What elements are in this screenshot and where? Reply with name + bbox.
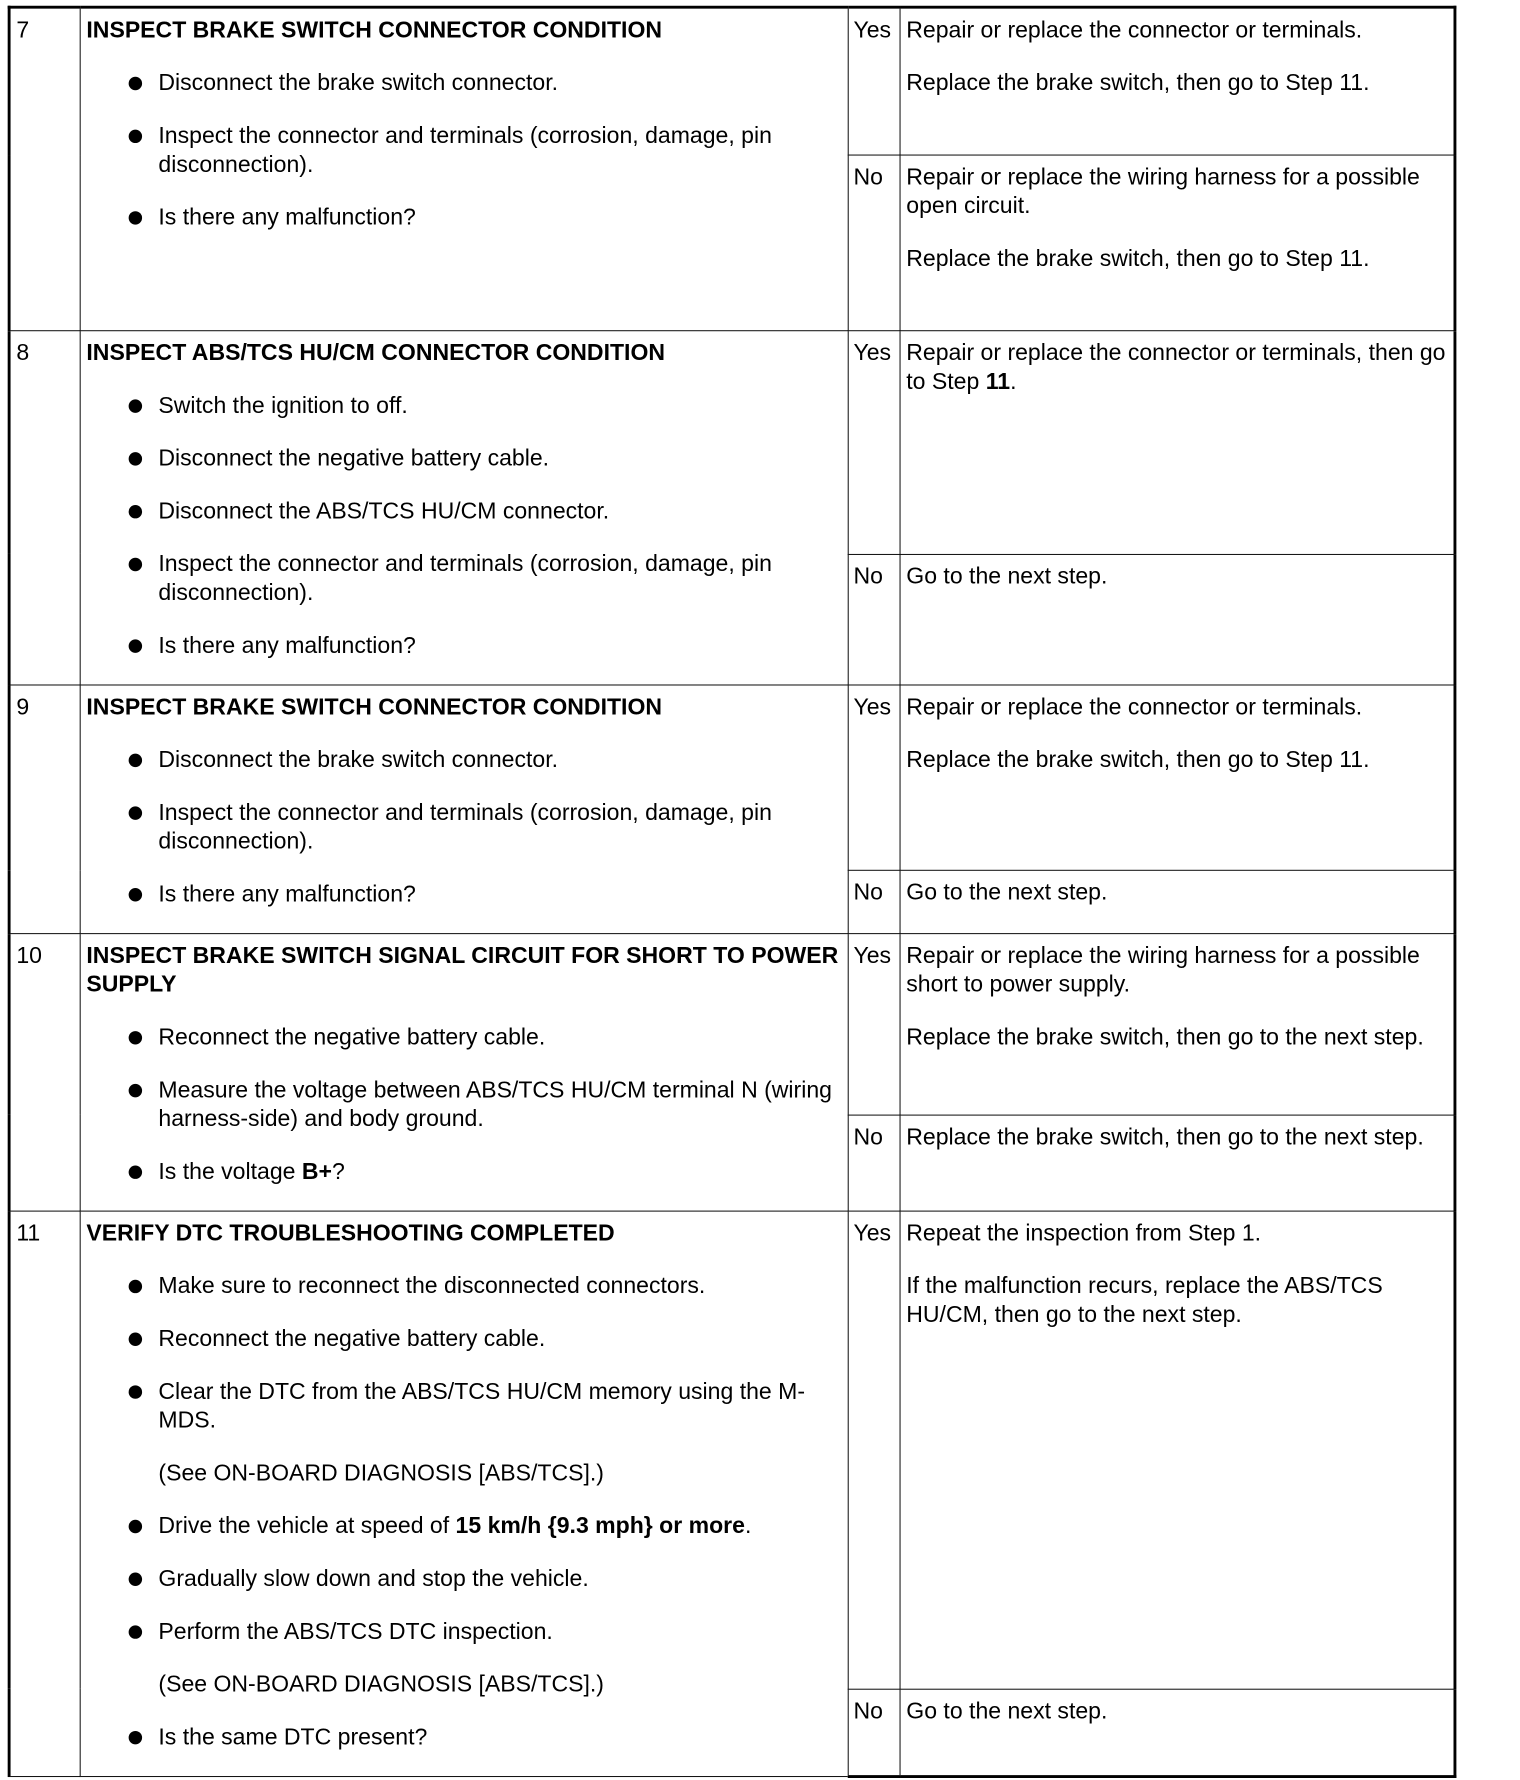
bullet-icon <box>129 452 142 465</box>
inspection-list <box>86 69 842 232</box>
action-text <box>906 339 1447 397</box>
list-item <box>86 1158 842 1187</box>
list-item <box>86 1565 842 1594</box>
bullet-icon <box>129 806 142 819</box>
no-label: No <box>848 1689 900 1776</box>
yes-label: Yes <box>848 7 900 155</box>
step-reference: 11 <box>985 368 1011 395</box>
list-item <box>86 204 842 233</box>
no-action <box>900 1689 1455 1776</box>
bullet-icon <box>129 77 142 90</box>
inspection-list <box>86 746 842 909</box>
bullet-icon <box>129 1280 142 1293</box>
bullet-icon <box>129 754 142 767</box>
no-label: No <box>848 554 900 685</box>
no-action <box>900 554 1455 685</box>
step-title: INSPECT ABS/TCS HU/CM CONNECTOR CONDITION <box>86 339 666 366</box>
list-item-text: Reconnect the negative battery cable. <box>158 1024 546 1051</box>
step-number: 9 <box>9 685 80 934</box>
yes-action <box>900 331 1455 555</box>
bullet-icon <box>129 888 142 901</box>
list-item-text: Disconnect the ABS/TCS HU/CM connector. <box>158 498 610 525</box>
yes-action <box>900 685 1455 870</box>
action-text: Replace the brake switch, then go to the next step. <box>906 1124 1424 1151</box>
yes-label: Yes <box>848 934 900 1115</box>
action-text: Repair or replace the connector or terminals. <box>906 17 1363 44</box>
action-text: Repair or replace the connector or terminals. <box>906 694 1363 721</box>
step-inspection-cell <box>80 1211 848 1776</box>
action-text: Go to the next step. <box>906 1698 1108 1725</box>
step-10-yes-row <box>9 934 1455 1115</box>
step-title: INSPECT BRAKE SWITCH SIGNAL CIRCUIT FOR SHORT TO POWER SUPPLY <box>86 942 839 998</box>
list-item-text: Inspect the connector and terminals (corrosion, damage, pin disconnection). <box>158 551 772 606</box>
action-text: Repeat the inspection from Step 1. <box>906 1220 1262 1247</box>
no-action <box>900 155 1455 331</box>
list-item-text: Is there any malfunction? <box>158 204 416 231</box>
step-inspection-cell <box>80 685 848 934</box>
list-item <box>86 1325 842 1354</box>
step-title: VERIFY DTC TROUBLESHOOTING COMPLETED <box>86 1220 615 1247</box>
list-item-text: Is the same DTC present? <box>158 1724 428 1751</box>
list-item <box>86 497 842 526</box>
list-item <box>86 1023 842 1052</box>
list-item <box>86 880 842 909</box>
inspection-list <box>86 392 842 661</box>
step-title: INSPECT BRAKE SWITCH CONNECTOR CONDITION <box>86 694 663 721</box>
list-item <box>86 392 842 421</box>
bullet-icon <box>129 1573 142 1586</box>
list-item-text: Disconnect the brake switch connector. <box>158 70 558 97</box>
bullet-icon <box>129 639 142 652</box>
action-text: Replace the brake switch, then go to Step 11. <box>906 245 1370 272</box>
no-action <box>900 870 1455 933</box>
action-text-part: Repair or replace the connector or terminals, then go to Step <box>906 339 1446 395</box>
bullet-icon <box>129 130 142 143</box>
list-item <box>86 69 842 98</box>
step-number: 7 <box>9 7 80 331</box>
troubleshooting-table <box>8 6 1457 1778</box>
bullet-icon <box>129 505 142 518</box>
list-item <box>86 1076 842 1134</box>
action-text: If the malfunction recurs, replace the ABS/TCS HU/CM, then go to the next step. <box>906 1273 1383 1328</box>
step-8-yes-row <box>9 331 1455 555</box>
list-item <box>86 550 842 608</box>
bullet-icon <box>129 1625 142 1638</box>
speed-value: 15 km/h {9.3 mph} or more <box>455 1513 745 1539</box>
action-text: Go to the next step. <box>906 563 1108 590</box>
step-inspection-cell <box>80 7 848 331</box>
bullet-icon <box>129 558 142 571</box>
list-item-text: Measure the voltage between ABS/TCS HU/CM terminal N (wiring harness-side) and body ground. <box>158 1077 832 1132</box>
list-item <box>86 1618 842 1647</box>
list-item-text: Inspect the connector and terminals (corrosion, damage, pin disconnection). <box>158 799 772 855</box>
bullet-icon <box>129 1731 142 1744</box>
inspection-list <box>86 1512 842 1646</box>
step-number: 10 <box>9 934 80 1211</box>
list-item-text: Drive the vehicle at speed of <box>158 1513 456 1539</box>
list-item <box>86 122 842 180</box>
bullet-icon <box>129 1333 142 1346</box>
yes-action <box>900 1211 1455 1689</box>
bullet-icon <box>129 211 142 224</box>
action-text: Replace the brake switch, then go to Step 11. <box>906 746 1370 773</box>
bullet-icon <box>129 1520 142 1533</box>
no-action <box>900 1115 1455 1211</box>
voltage-value: B+ <box>301 1158 332 1185</box>
no-label: No <box>848 155 900 331</box>
step-title: INSPECT BRAKE SWITCH CONNECTOR CONDITION <box>86 17 663 44</box>
no-label: No <box>848 1115 900 1211</box>
yes-label: Yes <box>848 331 900 555</box>
action-text: Repair or replace the wiring harness for a possible short to power supply. <box>906 942 1420 998</box>
list-item-text: Reconnect the negative battery cable. <box>158 1325 546 1352</box>
list-item-text: Disconnect the negative battery cable. <box>158 445 550 472</box>
list-item-text: Perform the ABS/TCS DTC inspection. <box>158 1618 553 1645</box>
list-item-text: Is the voltage <box>158 1158 302 1185</box>
list-item-text: Is there any malfunction? <box>158 881 416 908</box>
no-label: No <box>848 870 900 933</box>
step-inspection-cell <box>80 934 848 1211</box>
step-number: 11 <box>9 1211 80 1776</box>
list-item <box>86 445 842 474</box>
list-item-text: Inspect the connector and terminals (corrosion, damage, pin disconnection). <box>158 122 772 178</box>
inspection-list <box>86 1272 842 1435</box>
list-item <box>86 1378 842 1436</box>
yes-label: Yes <box>848 1211 900 1689</box>
list-item-text: Make sure to reconnect the disconnected connectors. <box>158 1273 706 1299</box>
step-inspection-cell <box>80 331 848 685</box>
list-item <box>86 799 842 857</box>
list-item <box>86 632 842 661</box>
list-item <box>86 1272 842 1301</box>
step-11-yes-row <box>9 1211 1455 1689</box>
list-item-text: Gradually slow down and stop the vehicle. <box>158 1565 589 1592</box>
list-item-text: Is there any malfunction? <box>158 632 416 659</box>
action-text: Replace the brake switch, then go to the next step. <box>906 1024 1424 1051</box>
step-9-yes-row <box>9 685 1455 870</box>
action-text: Repair or replace the wiring harness for a possible open circuit. <box>906 164 1420 219</box>
list-item <box>86 746 842 775</box>
list-item <box>86 1723 842 1752</box>
inspection-list <box>86 1723 842 1752</box>
step-7-yes-row <box>9 7 1455 155</box>
bullet-icon <box>129 1084 142 1097</box>
action-text-part: . <box>1010 368 1017 395</box>
list-item <box>86 1512 842 1541</box>
yes-label: Yes <box>848 685 900 870</box>
list-item-text: Clear the DTC from the ABS/TCS HU/CM memory using the M-MDS. <box>158 1378 805 1434</box>
list-item-text: Switch the ignition to off. <box>158 392 408 419</box>
bullet-icon <box>129 1031 142 1044</box>
step-number: 8 <box>9 331 80 685</box>
list-item-text: Disconnect the brake switch connector. <box>158 746 558 773</box>
list-item-text: ? <box>331 1158 345 1185</box>
bullet-icon <box>129 399 142 412</box>
bullet-icon <box>129 1165 142 1178</box>
action-text: Replace the brake switch, then go to Step 11. <box>906 70 1370 97</box>
inspection-list <box>86 1023 842 1186</box>
yes-action <box>900 7 1455 155</box>
yes-action <box>900 934 1455 1115</box>
list-item-text: . <box>744 1513 752 1539</box>
reference-note: (See ON-BOARD DIAGNOSIS [ABS/TCS].) <box>158 1671 604 1698</box>
action-text: Go to the next step. <box>906 879 1108 906</box>
bullet-icon <box>129 1385 142 1398</box>
reference-note: (See ON-BOARD DIAGNOSIS [ABS/TCS].) <box>158 1460 604 1487</box>
